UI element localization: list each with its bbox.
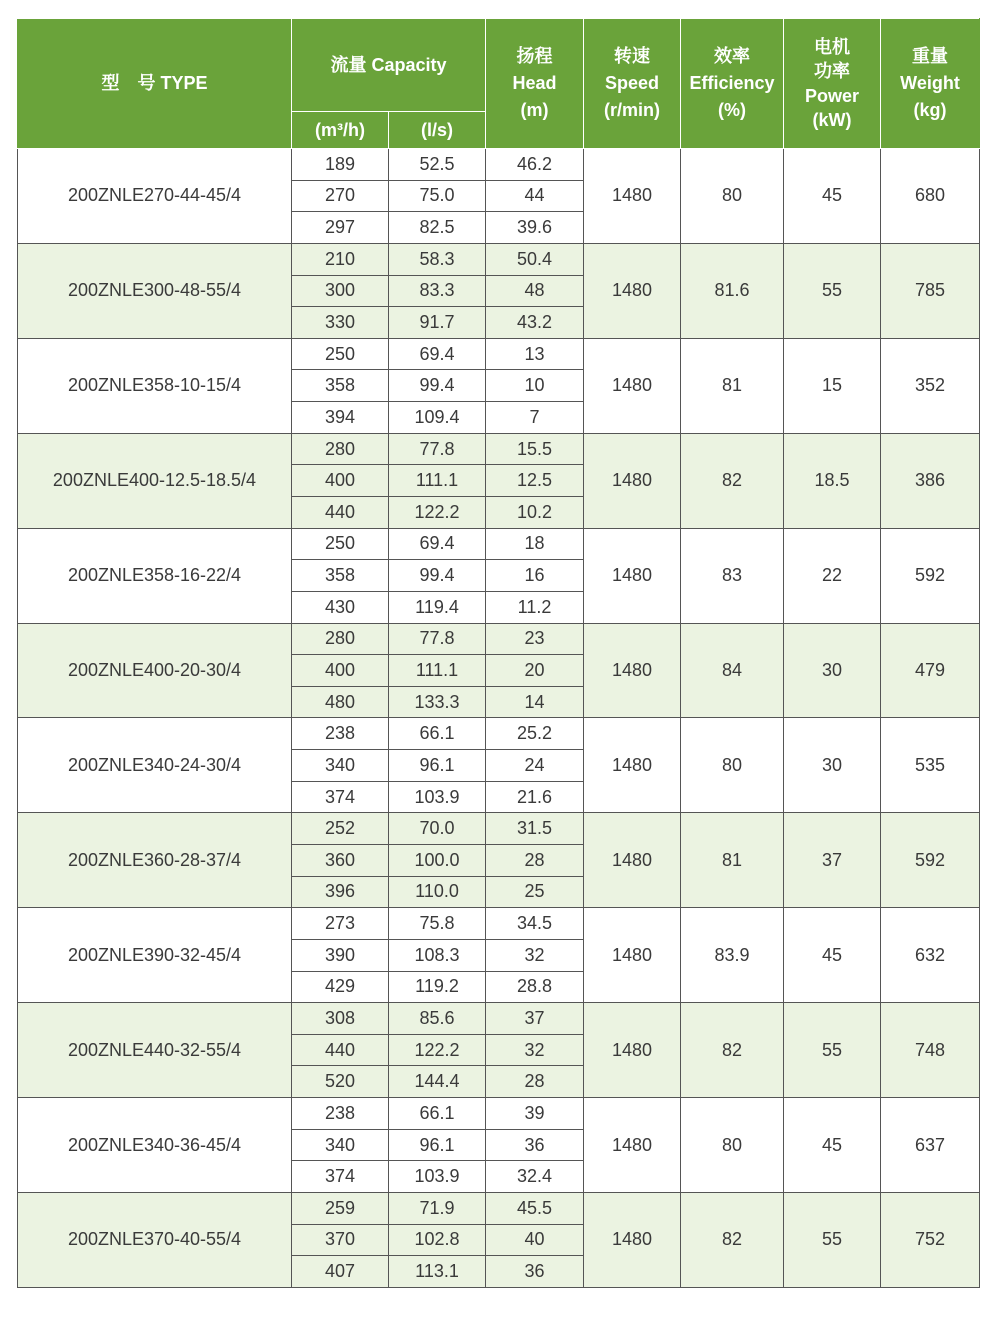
- head-m: 7: [486, 402, 584, 434]
- capacity-ls: 91.7: [389, 307, 486, 339]
- model-type: 200ZNLE340-36-45/4: [18, 1098, 292, 1193]
- capacity-ls: 52.5: [389, 149, 486, 181]
- capacity-ls: 144.4: [389, 1066, 486, 1098]
- capacity-ls: 133.3: [389, 686, 486, 718]
- power-kw: 37: [784, 813, 881, 908]
- capacity-m3h: 330: [292, 307, 389, 339]
- capacity-m3h: 273: [292, 908, 389, 940]
- power-kw: 15: [784, 338, 881, 433]
- efficiency-pct: 84: [681, 623, 784, 718]
- capacity-m3h: 252: [292, 813, 389, 845]
- capacity-m3h: 300: [292, 275, 389, 307]
- capacity-ls: 110.0: [389, 876, 486, 908]
- capacity-ls: 66.1: [389, 1098, 486, 1130]
- efficiency-pct: 81.6: [681, 243, 784, 338]
- speed-rpm: 1480: [584, 528, 681, 623]
- capacity-ls: 58.3: [389, 243, 486, 275]
- head-m: 37: [486, 1003, 584, 1035]
- capacity-ls: 108.3: [389, 939, 486, 971]
- capacity-ls: 71.9: [389, 1192, 486, 1224]
- capacity-m3h: 280: [292, 433, 389, 465]
- model-type: 200ZNLE390-32-45/4: [18, 908, 292, 1003]
- model-group: [18, 1098, 980, 1193]
- model-group: [18, 149, 980, 244]
- table-row: [18, 433, 980, 465]
- power-kw: 45: [784, 1098, 881, 1193]
- efficiency-pct: 82: [681, 433, 784, 528]
- head-m: 32.4: [486, 1161, 584, 1193]
- model-group: [18, 1003, 980, 1098]
- model-type: 200ZNLE340-24-30/4: [18, 718, 292, 813]
- capacity-m3h: 250: [292, 338, 389, 370]
- weight-kg: 680: [881, 149, 980, 244]
- capacity-ls: 69.4: [389, 338, 486, 370]
- power-kw: 55: [784, 243, 881, 338]
- capacity-m3h: 374: [292, 781, 389, 813]
- header-capacity: 流量 Capacity: [292, 19, 486, 112]
- head-m: 48: [486, 275, 584, 307]
- capacity-m3h: 430: [292, 591, 389, 623]
- head-m: 24: [486, 750, 584, 782]
- head-m: 13: [486, 338, 584, 370]
- header-type: 型 号 TYPE: [18, 19, 292, 149]
- speed-rpm: 1480: [584, 149, 681, 244]
- capacity-m3h: 400: [292, 655, 389, 687]
- efficiency-pct: 80: [681, 149, 784, 244]
- head-m: 46.2: [486, 149, 584, 181]
- power-kw: 45: [784, 149, 881, 244]
- weight-kg: 785: [881, 243, 980, 338]
- head-m: 36: [486, 1256, 584, 1288]
- head-m: 32: [486, 939, 584, 971]
- head-m: 43.2: [486, 307, 584, 339]
- weight-kg: 592: [881, 528, 980, 623]
- capacity-m3h: 210: [292, 243, 389, 275]
- model-type: 200ZNLE360-28-37/4: [18, 813, 292, 908]
- header-capacity-ls: (l/s): [389, 112, 486, 149]
- capacity-ls: 119.4: [389, 591, 486, 623]
- head-m: 18: [486, 528, 584, 560]
- capacity-m3h: 440: [292, 1034, 389, 1066]
- weight-kg: 748: [881, 1003, 980, 1098]
- weight-kg: 632: [881, 908, 980, 1003]
- header-capacity-m3h: (m³/h): [292, 112, 389, 149]
- capacity-m3h: 250: [292, 528, 389, 560]
- header-power: 电机 功率 Power (kW): [784, 19, 881, 149]
- capacity-ls: 122.2: [389, 1034, 486, 1066]
- capacity-ls: 122.2: [389, 496, 486, 528]
- capacity-m3h: 480: [292, 686, 389, 718]
- capacity-m3h: 280: [292, 623, 389, 655]
- capacity-ls: 77.8: [389, 623, 486, 655]
- efficiency-pct: 82: [681, 1003, 784, 1098]
- model-type: 200ZNLE370-40-55/4: [18, 1192, 292, 1287]
- capacity-ls: 83.3: [389, 275, 486, 307]
- model-type: 200ZNLE400-20-30/4: [18, 623, 292, 718]
- capacity-ls: 109.4: [389, 402, 486, 434]
- head-m: 23: [486, 623, 584, 655]
- power-kw: 30: [784, 718, 881, 813]
- head-m: 40: [486, 1224, 584, 1256]
- table-row: [18, 1192, 980, 1224]
- header-head: 扬程 Head (m): [486, 19, 584, 149]
- head-m: 10.2: [486, 496, 584, 528]
- model-group: [18, 1192, 980, 1287]
- speed-rpm: 1480: [584, 1192, 681, 1287]
- speed-rpm: 1480: [584, 1003, 681, 1098]
- head-m: 14: [486, 686, 584, 718]
- capacity-m3h: 340: [292, 750, 389, 782]
- head-m: 34.5: [486, 908, 584, 940]
- speed-rpm: 1480: [584, 813, 681, 908]
- weight-kg: 592: [881, 813, 980, 908]
- weight-kg: 479: [881, 623, 980, 718]
- power-kw: 45: [784, 908, 881, 1003]
- head-m: 28: [486, 1066, 584, 1098]
- table-row: [18, 623, 980, 655]
- capacity-ls: 82.5: [389, 212, 486, 244]
- weight-kg: 352: [881, 338, 980, 433]
- capacity-ls: 100.0: [389, 844, 486, 876]
- table-row: [18, 1098, 980, 1130]
- capacity-m3h: 407: [292, 1256, 389, 1288]
- capacity-ls: 96.1: [389, 750, 486, 782]
- efficiency-pct: 83: [681, 528, 784, 623]
- efficiency-pct: 83.9: [681, 908, 784, 1003]
- head-m: 12.5: [486, 465, 584, 497]
- speed-rpm: 1480: [584, 433, 681, 528]
- head-m: 11.2: [486, 591, 584, 623]
- capacity-ls: 85.6: [389, 1003, 486, 1035]
- capacity-m3h: 259: [292, 1192, 389, 1224]
- model-group: [18, 813, 980, 908]
- capacity-m3h: 440: [292, 496, 389, 528]
- model-group: [18, 908, 980, 1003]
- head-m: 20: [486, 655, 584, 687]
- capacity-ls: 70.0: [389, 813, 486, 845]
- header-efficiency: 效率 Efficiency (%): [681, 19, 784, 149]
- capacity-ls: 77.8: [389, 433, 486, 465]
- model-group: [18, 623, 980, 718]
- capacity-ls: 119.2: [389, 971, 486, 1003]
- head-m: 32: [486, 1034, 584, 1066]
- table-row: [18, 813, 980, 845]
- capacity-m3h: 520: [292, 1066, 389, 1098]
- head-m: 16: [486, 560, 584, 592]
- model-group: [18, 433, 980, 528]
- speed-rpm: 1480: [584, 623, 681, 718]
- weight-kg: 386: [881, 433, 980, 528]
- capacity-m3h: 374: [292, 1161, 389, 1193]
- weight-kg: 752: [881, 1192, 980, 1287]
- model-group: [18, 718, 980, 813]
- capacity-ls: 96.1: [389, 1129, 486, 1161]
- model-group: [18, 338, 980, 433]
- capacity-m3h: 189: [292, 149, 389, 181]
- table-row: [18, 338, 980, 370]
- head-m: 28: [486, 844, 584, 876]
- head-m: 50.4: [486, 243, 584, 275]
- capacity-m3h: 400: [292, 465, 389, 497]
- speed-rpm: 1480: [584, 243, 681, 338]
- capacity-ls: 102.8: [389, 1224, 486, 1256]
- capacity-ls: 111.1: [389, 465, 486, 497]
- capacity-m3h: 396: [292, 876, 389, 908]
- capacity-m3h: 238: [292, 1098, 389, 1130]
- efficiency-pct: 81: [681, 338, 784, 433]
- capacity-ls: 75.0: [389, 180, 486, 212]
- table-header: [18, 19, 980, 149]
- capacity-m3h: 429: [292, 971, 389, 1003]
- capacity-m3h: 238: [292, 718, 389, 750]
- table-row: [18, 908, 980, 940]
- capacity-ls: 103.9: [389, 781, 486, 813]
- capacity-m3h: 270: [292, 180, 389, 212]
- efficiency-pct: 80: [681, 1098, 784, 1193]
- speed-rpm: 1480: [584, 718, 681, 813]
- model-type: 200ZNLE440-32-55/4: [18, 1003, 292, 1098]
- capacity-m3h: 358: [292, 560, 389, 592]
- model-type: 200ZNLE358-10-15/4: [18, 338, 292, 433]
- model-type: 200ZNLE270-44-45/4: [18, 149, 292, 244]
- efficiency-pct: 80: [681, 718, 784, 813]
- head-m: 15.5: [486, 433, 584, 465]
- efficiency-pct: 82: [681, 1192, 784, 1287]
- capacity-m3h: 390: [292, 939, 389, 971]
- capacity-m3h: 358: [292, 370, 389, 402]
- model-group: [18, 243, 980, 338]
- capacity-m3h: 340: [292, 1129, 389, 1161]
- capacity-ls: 99.4: [389, 370, 486, 402]
- model-type: 200ZNLE400-12.5-18.5/4: [18, 433, 292, 528]
- weight-kg: 535: [881, 718, 980, 813]
- speed-rpm: 1480: [584, 338, 681, 433]
- table-row: [18, 528, 980, 560]
- capacity-m3h: 308: [292, 1003, 389, 1035]
- head-m: 21.6: [486, 781, 584, 813]
- capacity-m3h: 297: [292, 212, 389, 244]
- power-kw: 55: [784, 1192, 881, 1287]
- capacity-m3h: 360: [292, 844, 389, 876]
- power-kw: 22: [784, 528, 881, 623]
- power-kw: 18.5: [784, 433, 881, 528]
- table-row: [18, 718, 980, 750]
- capacity-ls: 75.8: [389, 908, 486, 940]
- model-group: [18, 528, 980, 623]
- capacity-ls: 66.1: [389, 718, 486, 750]
- model-type: 200ZNLE300-48-55/4: [18, 243, 292, 338]
- head-m: 44: [486, 180, 584, 212]
- head-m: 28.8: [486, 971, 584, 1003]
- power-kw: 30: [784, 623, 881, 718]
- capacity-ls: 99.4: [389, 560, 486, 592]
- capacity-m3h: 394: [292, 402, 389, 434]
- head-m: 10: [486, 370, 584, 402]
- model-type: 200ZNLE358-16-22/4: [18, 528, 292, 623]
- head-m: 25.2: [486, 718, 584, 750]
- capacity-ls: 103.9: [389, 1161, 486, 1193]
- head-m: 39.6: [486, 212, 584, 244]
- capacity-ls: 69.4: [389, 528, 486, 560]
- weight-kg: 637: [881, 1098, 980, 1193]
- header-weight: 重量 Weight (kg): [881, 19, 980, 149]
- table-row: [18, 149, 980, 181]
- speed-rpm: 1480: [584, 908, 681, 1003]
- capacity-ls: 111.1: [389, 655, 486, 687]
- power-kw: 55: [784, 1003, 881, 1098]
- efficiency-pct: 81: [681, 813, 784, 908]
- spec-table: [17, 18, 980, 1288]
- head-m: 45.5: [486, 1192, 584, 1224]
- capacity-m3h: 370: [292, 1224, 389, 1256]
- capacity-ls: 113.1: [389, 1256, 486, 1288]
- head-m: 31.5: [486, 813, 584, 845]
- speed-rpm: 1480: [584, 1098, 681, 1193]
- table-row: [18, 1003, 980, 1035]
- header-speed: 转速 Speed (r/min): [584, 19, 681, 149]
- head-m: 36: [486, 1129, 584, 1161]
- head-m: 39: [486, 1098, 584, 1130]
- head-m: 25: [486, 876, 584, 908]
- table-row: [18, 243, 980, 275]
